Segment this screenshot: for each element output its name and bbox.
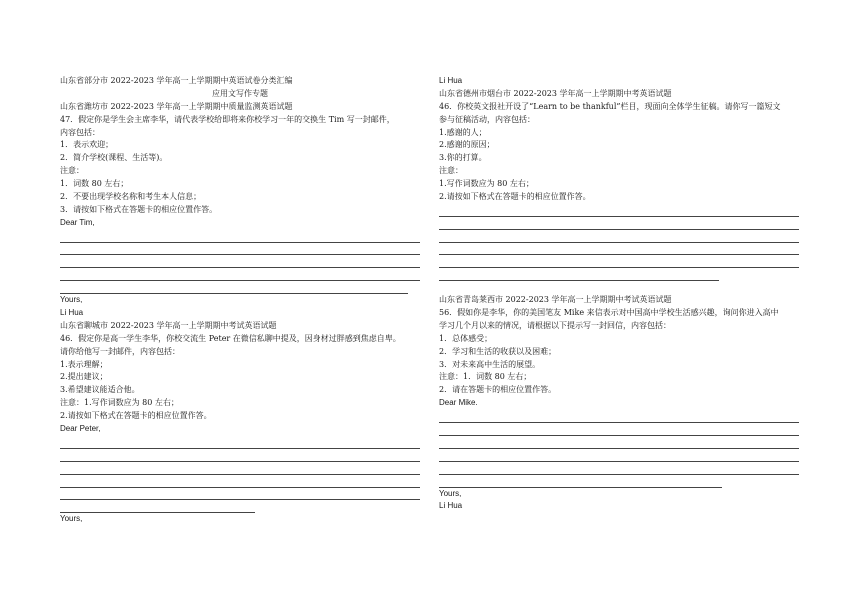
answer-line [60, 449, 420, 462]
letter-closing: Yours, [60, 514, 83, 524]
question-line: 注意：1．词数 80 左右； [439, 372, 532, 382]
question-line: 2．不要出现学校名称和考生本人信息； [60, 192, 202, 202]
question-line: 2.请按如下格式在答题卡的相应位置作答。 [60, 411, 212, 421]
question-line: 1．词数 80 左右； [60, 179, 129, 189]
answer-line [439, 243, 799, 256]
question-line: 3.希望建议能适合他。 [60, 385, 140, 395]
letter-greeting: Dear Peter, [60, 424, 101, 434]
left-column [60, 75, 420, 526]
answer-line [60, 475, 420, 488]
question-line: 3.你的打算。 [439, 153, 487, 163]
question-line: 内容包括： [60, 127, 100, 137]
question-line: 注意：1.写作词数应为 80 左右； [60, 398, 179, 408]
answer-line [60, 436, 420, 449]
question-line: 2．简介学校(课程、生活等)。 [60, 153, 168, 163]
section-source-dezhou-yantai: 山东省德州市烟台市 2022-2023 学年高一上学期期中考英语试题 [439, 88, 672, 98]
answer-line [60, 500, 255, 513]
answer-line [439, 423, 799, 436]
answer-line [60, 462, 420, 475]
answer-line [439, 230, 799, 243]
letter-greeting: Dear Mike. [439, 398, 478, 408]
question-line: 1.表示理解； [60, 359, 108, 369]
document-subheading: 应用文写作专题 [212, 88, 268, 98]
question-line: 1.写作词数应为 80 左右； [439, 179, 534, 189]
section-source-liaocheng: 山东省聊城市 2022-2023 学年高一上学期期中考试英语试题 [60, 320, 277, 330]
question-line: 1．总体感受； [439, 333, 493, 343]
answer-line [439, 462, 799, 475]
right-column [439, 75, 799, 513]
answer-line [60, 243, 420, 256]
section-source-weifang: 山东省潍坊市 2022-2023 学年高一上学期期中质量监测英语试题 [60, 101, 293, 111]
answer-line [439, 449, 799, 462]
question-line: 2.提出建议； [60, 372, 108, 382]
answer-line [60, 255, 420, 268]
question-line: 请你给他写一封邮件，内容包括： [60, 346, 180, 356]
answer-line [439, 255, 799, 268]
question-line: 56．假如你是李华，你的美国笔友 Mike 来信表示对中国高中学校生活感兴趣，询问你进入高中 [439, 308, 779, 318]
answer-line [439, 475, 722, 488]
document-heading: 山东省部分市 2022-2023 学年高一上学期期中英语试卷分类汇编 [60, 76, 293, 85]
section-source-qingdao-laixi: 山东省青岛莱西市 2022-2023 学年高一上学期期中考试英语试题 [439, 295, 672, 305]
question-line: 2.感谢的原因； [439, 140, 495, 150]
question-line: 47．假定你是学生会主席李华，请代表学校给即将来你校学习一年的交换生 Tim 写一封邮件， [60, 114, 395, 124]
answer-line [439, 436, 799, 449]
letter-closing: Yours, [60, 295, 83, 305]
question-line: 3．请按如下格式在答题卡的相应位置作答。 [60, 204, 218, 214]
answer-line [439, 268, 719, 281]
question-line: 学习几个月以来的情况，请根据以下提示写一封回信，内容包括： [439, 320, 671, 330]
answer-line [60, 230, 420, 243]
question-line: 46．你校英文报社开设了“Learn to be thankful”栏目，现面向全体学生征稿。请你写一篇短文 [439, 101, 781, 111]
answer-line [60, 281, 408, 294]
answer-line [439, 204, 799, 217]
letter-signature: Li Hua [439, 501, 463, 511]
letter-signature: Li Hua [439, 76, 463, 85]
answer-line [60, 488, 420, 501]
letter-signature: Li Hua [60, 308, 84, 318]
letter-greeting: Dear Tim, [60, 217, 95, 227]
question-line: 3．对未来高中生活的展望。 [439, 359, 541, 369]
answer-line [60, 268, 420, 281]
question-line: 2.请按如下格式在答题卡的相应位置作答。 [439, 192, 591, 202]
answer-line [439, 217, 799, 230]
question-line: 参与征稿活动，内容包括： [439, 114, 535, 124]
question-line: 46．假定你是高一学生李华，你校交流生 Peter 在微信私聊中提及，因身材过胖感到焦虑自卑。 [60, 333, 401, 343]
letter-closing: Yours, [439, 488, 462, 498]
question-line: 2．请在答题卡的相应位置作答。 [439, 385, 557, 395]
question-line: 1．表示欢迎； [60, 140, 114, 150]
question-line: 注意： [439, 166, 463, 176]
answer-line [439, 410, 799, 423]
question-line: 注意： [60, 166, 84, 176]
question-line: 2．学习和生活的收获以及困难； [439, 346, 557, 356]
question-line: 1.感谢的人； [439, 127, 487, 137]
